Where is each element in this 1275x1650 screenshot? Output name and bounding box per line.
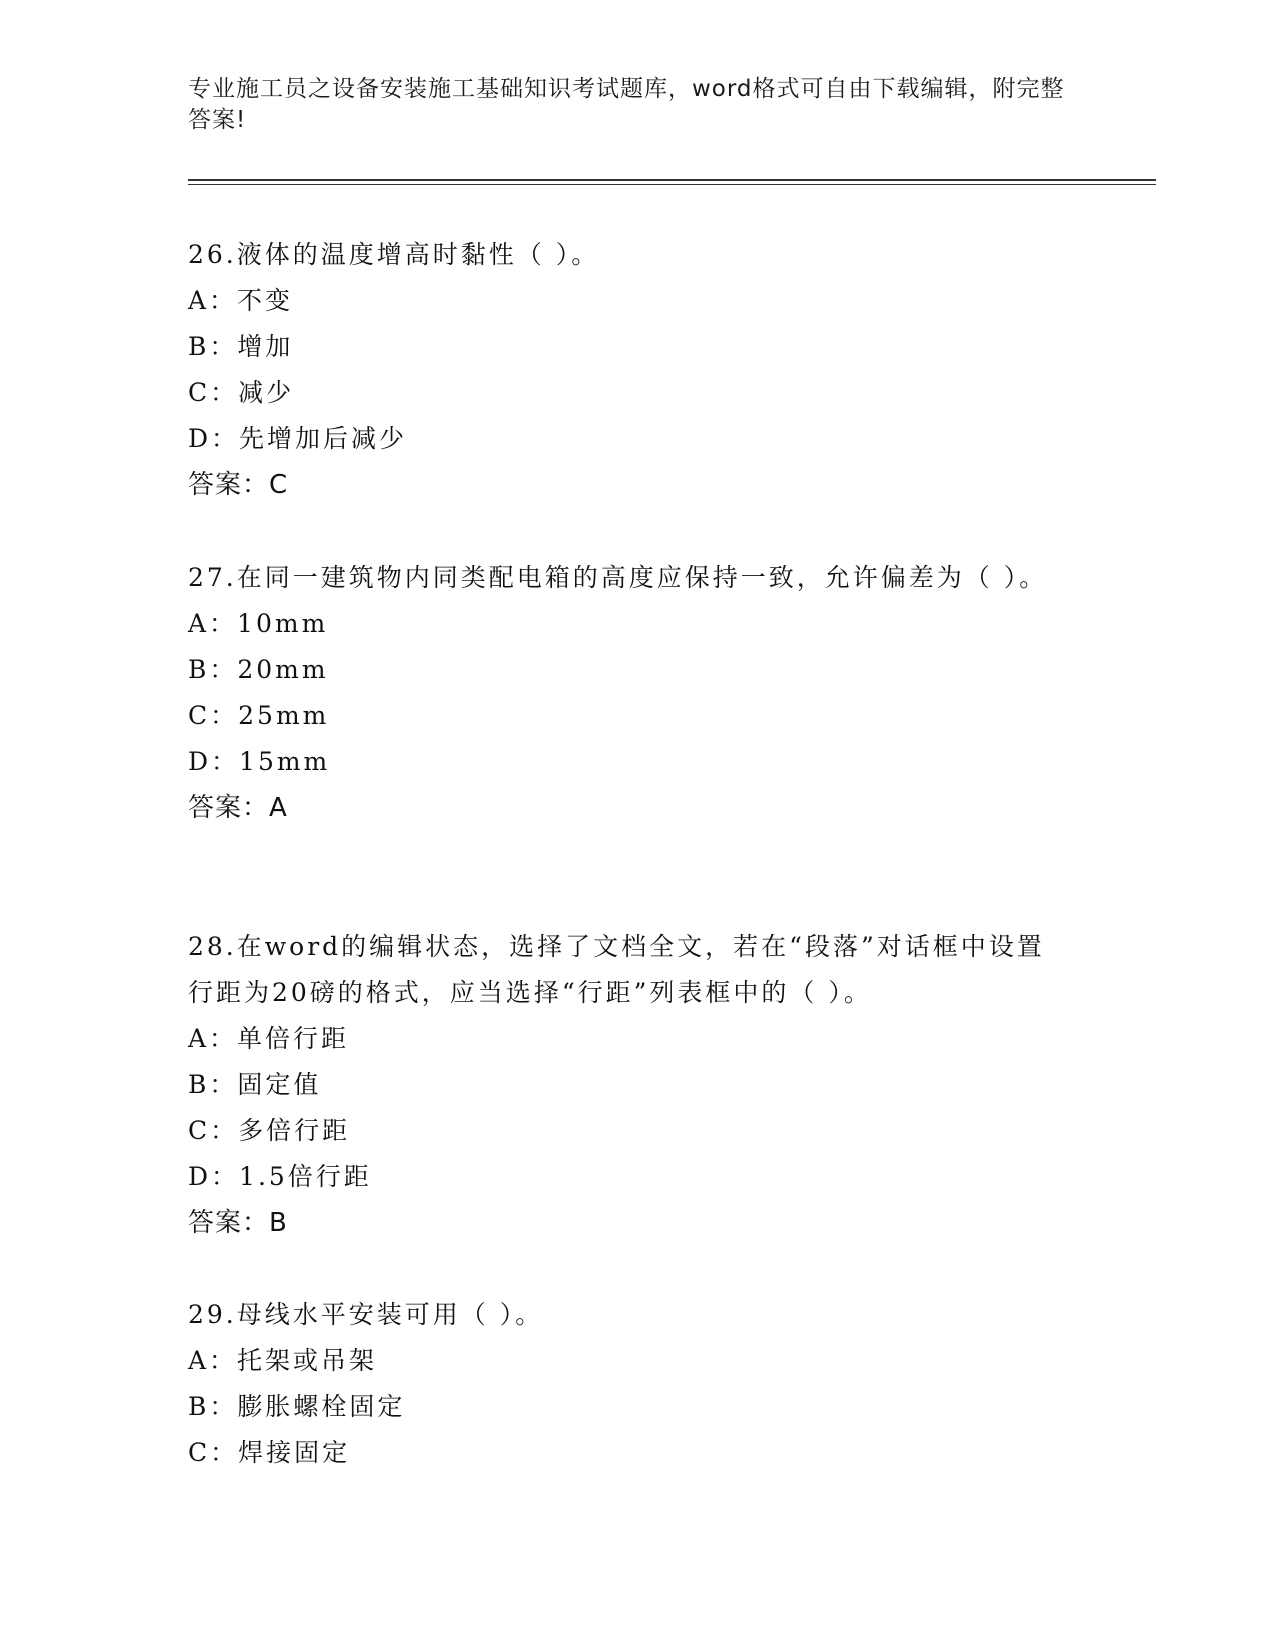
option-b: B：固定值 [188, 1070, 322, 1099]
header-divider-thin [188, 184, 1156, 185]
option-c: C：多倍行距 [188, 1116, 351, 1145]
question-stem: 27.在同一建筑物内同类配电箱的高度应保持一致，允许偏差为（ ）。 [188, 563, 1048, 592]
option-b: B：增加 [188, 332, 294, 361]
question-26 [188, 232, 1068, 508]
question-28 [188, 924, 1068, 1246]
option-b: B：膨胀螺栓固定 [188, 1392, 406, 1421]
option-a: A：不变 [188, 286, 294, 315]
option-b: B：20mm [188, 655, 329, 684]
option-d: D：先增加后减少 [188, 424, 408, 453]
answer-line: 答案：B [188, 1208, 288, 1238]
option-d: D：15mm [188, 747, 331, 776]
question-29 [188, 1292, 1068, 1476]
option-a: A：10mm [188, 609, 329, 638]
option-c: C：减少 [188, 378, 295, 407]
option-c: C：25mm [188, 701, 330, 730]
option-d: D：1.5倍行距 [188, 1162, 372, 1191]
question-stem: 29.母线水平安装可用（ ）。 [188, 1300, 544, 1329]
answer-line: 答案：C [188, 470, 289, 500]
question-27 [188, 555, 1068, 831]
document-header: 专业施工员之设备安装施工基础知识考试题库，word格式可自由下载编辑，附完整答案! [188, 76, 1065, 133]
option-a: A：托架或吊架 [188, 1346, 378, 1375]
header-divider-thick [188, 179, 1156, 181]
option-c: C：焊接固定 [188, 1438, 351, 1467]
option-a: A：单倍行距 [188, 1024, 350, 1053]
question-stem: 28.在word的编辑状态，选择了文档全文，若在“段落”对话框中设置行距为20磅的格式，应当选择“行距”列表框中的（ ）。 [188, 932, 1045, 1007]
answer-line: 答案：A [188, 793, 288, 823]
question-stem: 26.液体的温度增高时黏性（ ）。 [188, 240, 600, 269]
